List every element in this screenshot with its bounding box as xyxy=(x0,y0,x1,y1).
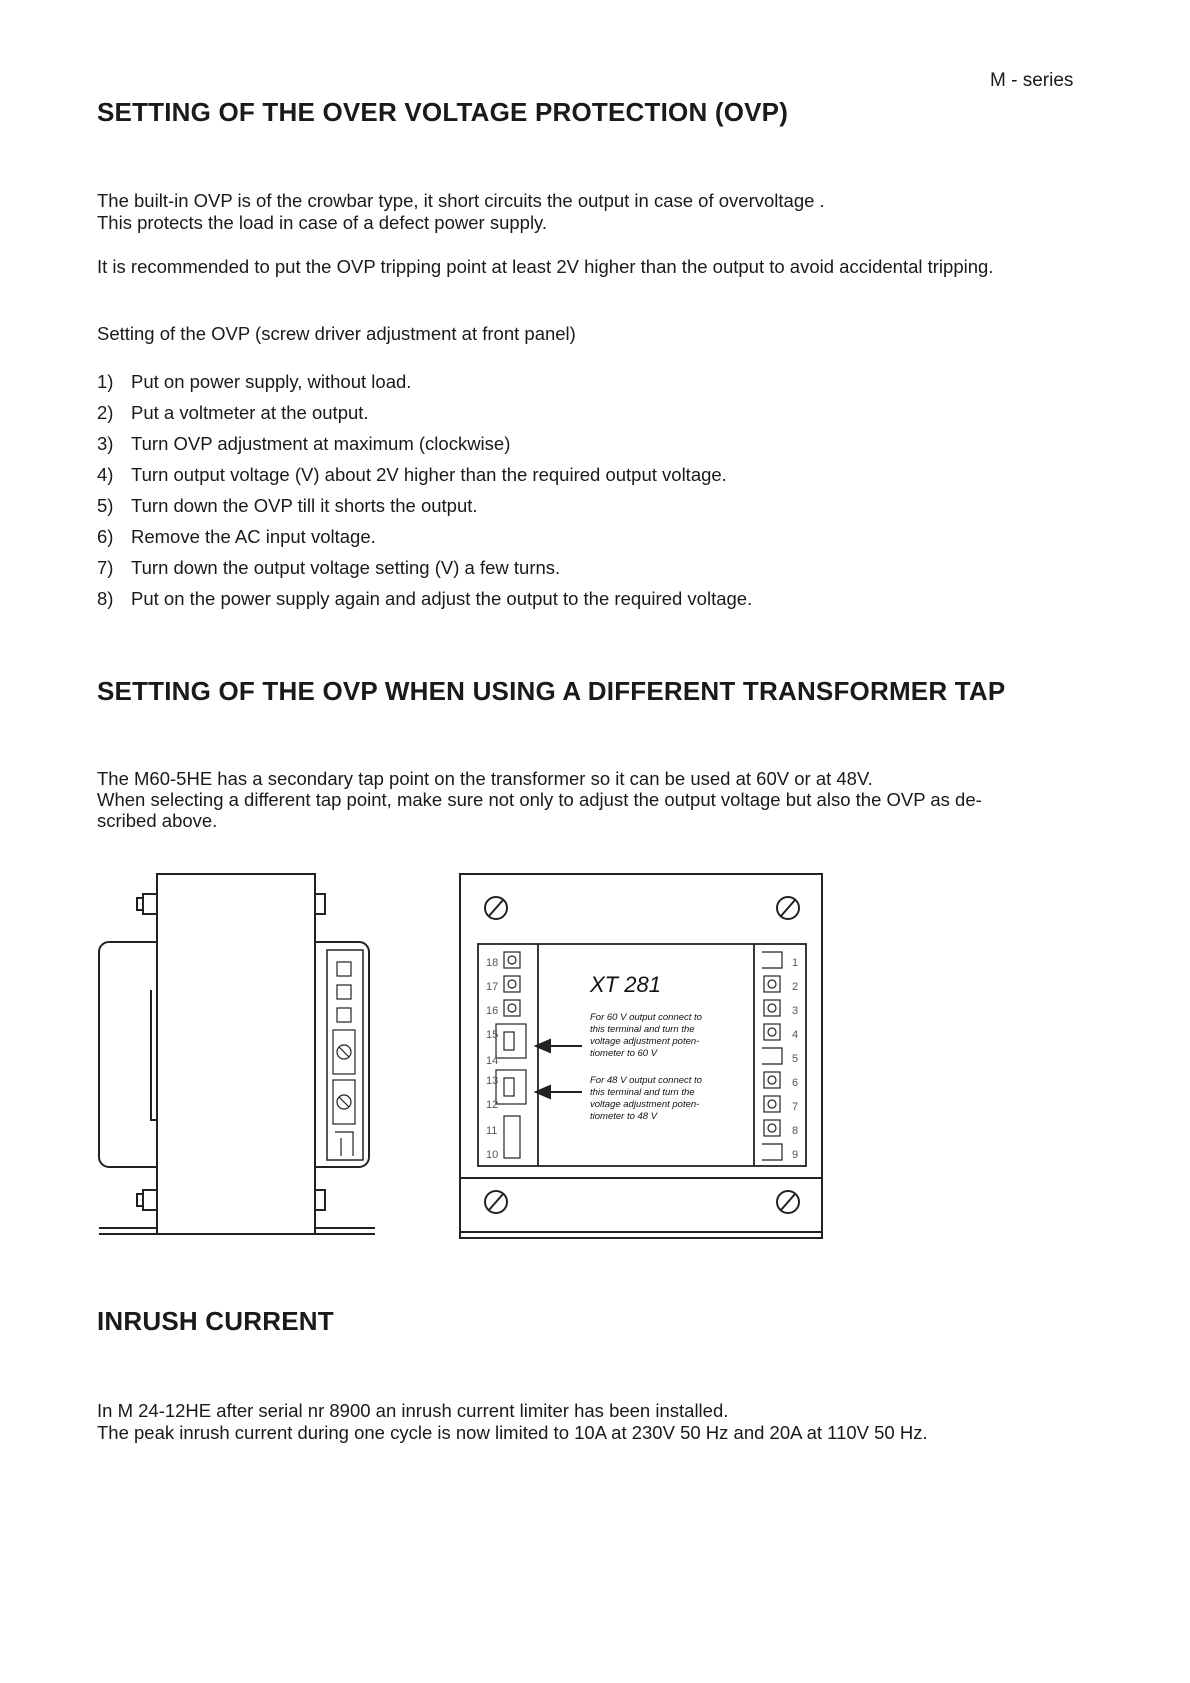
step-text: Remove the AC input voltage. xyxy=(131,526,376,547)
terminal-number: 3 xyxy=(792,1005,799,1017)
note-60v-line: voltage adjustment poten- xyxy=(590,1036,700,1047)
terminal-board-diagram xyxy=(458,872,828,1247)
note-48v-line: this terminal and turn the xyxy=(590,1087,695,1098)
step-number: 7) xyxy=(97,557,114,578)
list-item xyxy=(97,397,752,428)
terminal-number: 6 xyxy=(792,1077,799,1089)
inrush-line2: The peak inrush current during one cycle is now limited to 10A at 230V 50 Hz and 20A at 110V 50 Hz. xyxy=(97,1422,928,1443)
step-number: 6) xyxy=(97,526,114,547)
list-item xyxy=(97,552,752,583)
tap-line2: When selecting a different tap point, make sure not only to adjust the output voltage but also the OVP as de- xyxy=(97,789,982,810)
list-item xyxy=(97,521,752,552)
terminal-number: 1 xyxy=(792,957,799,969)
terminal-number: 11 xyxy=(486,1125,498,1137)
ovp-intro-line2: This protects the load in case of a defect power supply. xyxy=(97,212,548,233)
step-number: 5) xyxy=(97,495,114,516)
list-item xyxy=(97,366,752,397)
terminal-number: 16 xyxy=(486,1005,499,1017)
step-number: 4) xyxy=(97,464,114,485)
terminal-number: 7 xyxy=(792,1101,799,1113)
terminal-number: 5 xyxy=(792,1053,799,1065)
transformer-body xyxy=(157,874,315,1234)
transformer-side-view xyxy=(95,870,385,1245)
terminal-number: 4 xyxy=(792,1029,799,1041)
list-item xyxy=(97,490,752,521)
step-text: Turn OVP adjustment at maximum (clockwise) xyxy=(131,433,511,454)
terminal-number: 14 xyxy=(486,1055,499,1067)
tap-line1: The M60-5HE has a secondary tap point on the transformer so it can be used at 60V or at 48V. xyxy=(97,768,873,789)
list-item xyxy=(97,428,752,459)
terminal-number: 13 xyxy=(486,1075,499,1087)
step-text: Turn down the OVP till it shorts the output. xyxy=(131,495,478,516)
step-number: 8) xyxy=(97,588,114,609)
note-60v-line: this terminal and turn the xyxy=(590,1024,695,1035)
terminal-number: 15 xyxy=(486,1029,499,1041)
series-label: M - series xyxy=(990,70,1074,91)
step-number: 1) xyxy=(97,371,114,392)
terminal-number: 12 xyxy=(486,1099,499,1111)
tap-heading: SETTING OF THE OVP WHEN USING A DIFFERENT TRANSFORMER TAP xyxy=(97,676,1006,706)
step-number: 2) xyxy=(97,402,114,423)
note-60v-line: For 60 V output connect to xyxy=(590,1012,702,1023)
ovp-heading: SETTING OF THE OVER VOLTAGE PROTECTION (OVP) xyxy=(97,97,789,127)
terminal-number: 8 xyxy=(792,1125,799,1137)
inrush-heading: INRUSH CURRENT xyxy=(97,1306,334,1336)
step-text: Put on power supply, without load. xyxy=(131,371,412,392)
terminal-number: 18 xyxy=(486,957,499,969)
side-terminal-strip xyxy=(327,950,363,1160)
step-number: 3) xyxy=(97,433,114,454)
terminal-number: 10 xyxy=(486,1149,499,1161)
note-48v-line: For 48 V output connect to xyxy=(590,1075,702,1086)
arrow-60v-icon xyxy=(536,1040,582,1052)
arrow-48v-icon xyxy=(536,1086,582,1098)
list-item xyxy=(97,459,752,490)
left-terminal-block xyxy=(496,952,526,1158)
inrush-line1: In M 24-12HE after serial nr 8900 an inrush current limiter has been installed. xyxy=(97,1400,729,1421)
ovp-recommendation: It is recommended to put the OVP tripping point at least 2V higher than the output to avoid accidental tripping. xyxy=(97,256,994,277)
terminal-number: 2 xyxy=(792,981,799,993)
right-terminal-block xyxy=(762,952,782,1160)
board-label: XT 281 xyxy=(590,972,661,997)
list-item xyxy=(97,583,752,614)
tap-line3: scribed above. xyxy=(97,810,218,831)
note-48v-line: voltage adjustment poten- xyxy=(590,1099,700,1110)
step-text: Put on the power supply again and adjust the output to the required voltage. xyxy=(131,588,753,609)
ovp-intro-line1: The built-in OVP is of the crowbar type, it short circuits the output in case of overvoltage . xyxy=(97,190,825,211)
ovp-steps-list xyxy=(97,366,752,614)
note-48v-line: tiometer to 48 V xyxy=(590,1111,658,1122)
terminal-number: 17 xyxy=(486,981,499,993)
terminal-number: 9 xyxy=(792,1149,799,1161)
step-text: Turn output voltage (V) about 2V higher than the required output voltage. xyxy=(131,464,727,485)
ovp-setting-intro: Setting of the OVP (screw driver adjustment at front panel) xyxy=(97,323,576,344)
note-60v-line: tiometer to 60 V xyxy=(590,1048,658,1059)
step-text: Turn down the output voltage setting (V) a few turns. xyxy=(131,557,561,578)
step-text: Put a voltmeter at the output. xyxy=(131,402,369,423)
